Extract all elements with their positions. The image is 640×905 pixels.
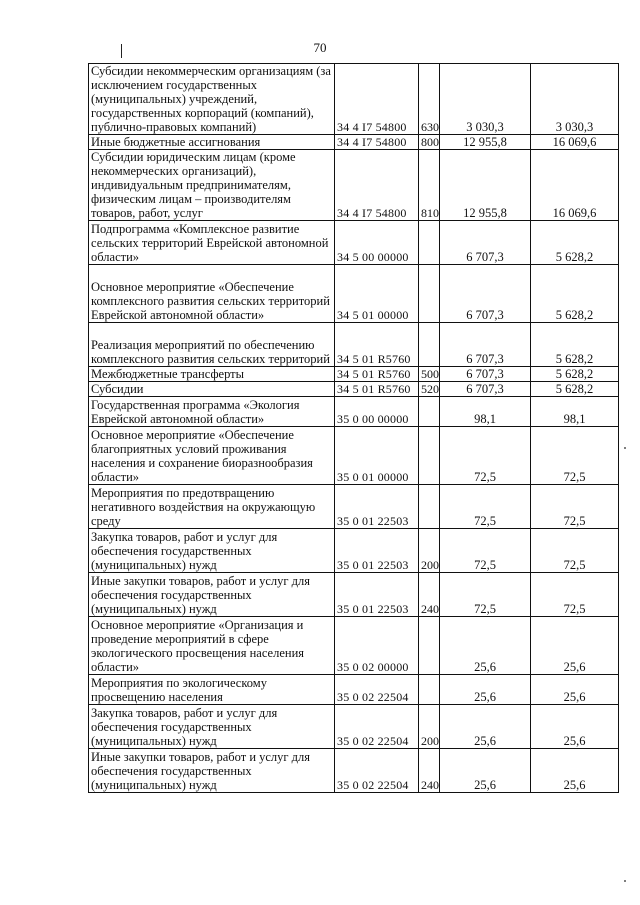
row-code: 34 5 01 00000 xyxy=(335,265,419,323)
row-expense-type xyxy=(419,221,440,265)
row-code: 35 0 01 22503 xyxy=(335,573,419,617)
table-row xyxy=(89,529,619,573)
row-value-2: 72,5 xyxy=(531,573,619,617)
row-code: 35 0 02 22504 xyxy=(335,705,419,749)
row-code: 35 0 02 00000 xyxy=(335,617,419,675)
row-value-2: 72,5 xyxy=(531,529,619,573)
row-expense-type xyxy=(419,617,440,675)
row-value-1: 6 707,3 xyxy=(440,367,531,382)
table-row xyxy=(89,382,619,397)
row-value-1: 72,5 xyxy=(440,427,531,485)
row-name: Государственная программа «Экология Еврейской автономной области» xyxy=(89,397,335,427)
table-row xyxy=(89,367,619,382)
row-expense-type xyxy=(419,265,440,323)
row-expense-type: 240 xyxy=(419,573,440,617)
row-value-2: 25,6 xyxy=(531,675,619,705)
table-row xyxy=(89,573,619,617)
table-row xyxy=(89,64,619,135)
row-name: Мероприятия по экологическому просвещению населения xyxy=(89,675,335,705)
page-number: 70 xyxy=(313,40,327,55)
row-value-1: 72,5 xyxy=(440,529,531,573)
row-value-2: 16 069,6 xyxy=(531,150,619,221)
row-name: Субсидии xyxy=(89,382,335,397)
row-value-2: 3 030,3 xyxy=(531,64,619,135)
row-name: Межбюджетные трансферты xyxy=(89,367,335,382)
row-code: 34 5 01 R5760 xyxy=(335,382,419,397)
table-row xyxy=(89,485,619,529)
row-name: Закупка товаров, работ и услуг для обеспечения государственных (муниципальных) нужд xyxy=(89,529,335,573)
table-row xyxy=(89,705,619,749)
row-name: Иные закупки товаров, работ и услуг для обеспечения государственных (муниципальных) нужд xyxy=(89,749,335,793)
row-name: Закупка товаров, работ и услуг для обеспечения государственных (муниципальных) нужд xyxy=(89,705,335,749)
row-code: 34 4 I7 54800 xyxy=(335,64,419,135)
row-expense-type: 500 xyxy=(419,367,440,382)
row-value-2: 5 628,2 xyxy=(531,323,619,367)
row-code: 34 5 01 R5760 xyxy=(335,367,419,382)
row-value-2: 25,6 xyxy=(531,749,619,793)
row-value-2: 5 628,2 xyxy=(531,382,619,397)
row-value-1: 25,6 xyxy=(440,617,531,675)
row-value-1: 72,5 xyxy=(440,573,531,617)
row-value-1: 6 707,3 xyxy=(440,265,531,323)
row-value-1: 6 707,3 xyxy=(440,221,531,265)
row-expense-type: 520 xyxy=(419,382,440,397)
row-expense-type: 800 xyxy=(419,135,440,150)
row-value-1: 25,6 xyxy=(440,705,531,749)
table-row xyxy=(89,749,619,793)
row-code: 34 5 01 R5760 xyxy=(335,323,419,367)
table-row xyxy=(89,135,619,150)
row-value-1: 72,5 xyxy=(440,485,531,529)
row-value-1: 6 707,3 xyxy=(440,382,531,397)
row-value-2: 16 069,6 xyxy=(531,135,619,150)
row-value-2: 72,5 xyxy=(531,427,619,485)
row-value-1: 6 707,3 xyxy=(440,323,531,367)
row-value-2: 5 628,2 xyxy=(531,367,619,382)
row-value-1: 3 030,3 xyxy=(440,64,531,135)
row-name: Основное мероприятие «Организация и проведение мероприятий в сфере экологического просвещения населения области» xyxy=(89,617,335,675)
row-code: 35 0 01 22503 xyxy=(335,485,419,529)
row-name: Иные закупки товаров, работ и услуг для обеспечения государственных (муниципальных) нужд xyxy=(89,573,335,617)
row-name: Основное мероприятие «Обеспечение комплексного развития сельских территорий Еврейской автономной области» xyxy=(89,265,335,323)
row-code: 35 0 00 00000 xyxy=(335,397,419,427)
row-expense-type xyxy=(419,675,440,705)
row-name: Субсидии юридическим лицам (кроме некоммерческих организаций), индивидуальным предпринимателям, физическим лицам – производителям товаров, работ, услуг xyxy=(89,150,335,221)
row-value-2: 72,5 xyxy=(531,485,619,529)
row-name: Реализация мероприятий по обеспечению комплексного развития сельских территорий xyxy=(89,323,335,367)
budget-table xyxy=(88,63,619,793)
scan-speck xyxy=(624,880,626,882)
table-row xyxy=(89,617,619,675)
row-code: 35 0 02 22504 xyxy=(335,675,419,705)
row-code: 35 0 02 22504 xyxy=(335,749,419,793)
row-expense-type: 240 xyxy=(419,749,440,793)
table-row xyxy=(89,150,619,221)
row-name: Основное мероприятие «Обеспечение благоприятных условий проживания населения и сохранение биоразнообразия области» xyxy=(89,427,335,485)
row-expense-type xyxy=(419,485,440,529)
table-row xyxy=(89,323,619,367)
row-code: 35 0 01 22503 xyxy=(335,529,419,573)
row-value-1: 25,6 xyxy=(440,749,531,793)
row-value-1: 25,6 xyxy=(440,675,531,705)
row-value-2: 5 628,2 xyxy=(531,265,619,323)
row-code: 34 5 00 00000 xyxy=(335,221,419,265)
table-row xyxy=(89,427,619,485)
table-row xyxy=(89,397,619,427)
row-code: 34 4 I7 54800 xyxy=(335,150,419,221)
row-name: Мероприятия по предотвращению негативного воздействия на окружающую среду xyxy=(89,485,335,529)
row-expense-type xyxy=(419,323,440,367)
row-value-1: 98,1 xyxy=(440,397,531,427)
row-value-2: 25,6 xyxy=(531,705,619,749)
row-value-2: 5 628,2 xyxy=(531,221,619,265)
margin-mark xyxy=(121,44,122,58)
row-value-2: 98,1 xyxy=(531,397,619,427)
table-row xyxy=(89,221,619,265)
row-expense-type: 810 xyxy=(419,150,440,221)
row-name: Иные бюджетные ассигнования xyxy=(89,135,335,150)
scan-speck xyxy=(624,447,626,449)
row-expense-type: 200 xyxy=(419,529,440,573)
row-expense-type xyxy=(419,397,440,427)
table-row xyxy=(89,675,619,705)
row-expense-type xyxy=(419,427,440,485)
row-value-2: 25,6 xyxy=(531,617,619,675)
row-code: 34 4 I7 54800 xyxy=(335,135,419,150)
row-expense-type: 630 xyxy=(419,64,440,135)
row-name: Субсидии некоммерческим организациям (за исключением государственных (муниципальных) учреждений, государственных корпораций (компаний), публично-правовых компаний) xyxy=(89,64,335,135)
table-row xyxy=(89,265,619,323)
row-code: 35 0 01 00000 xyxy=(335,427,419,485)
row-value-1: 12 955,8 xyxy=(440,150,531,221)
row-value-1: 12 955,8 xyxy=(440,135,531,150)
row-expense-type: 200 xyxy=(419,705,440,749)
row-name: Подпрограмма «Комплексное развитие сельских территорий Еврейской автономной области» xyxy=(89,221,335,265)
